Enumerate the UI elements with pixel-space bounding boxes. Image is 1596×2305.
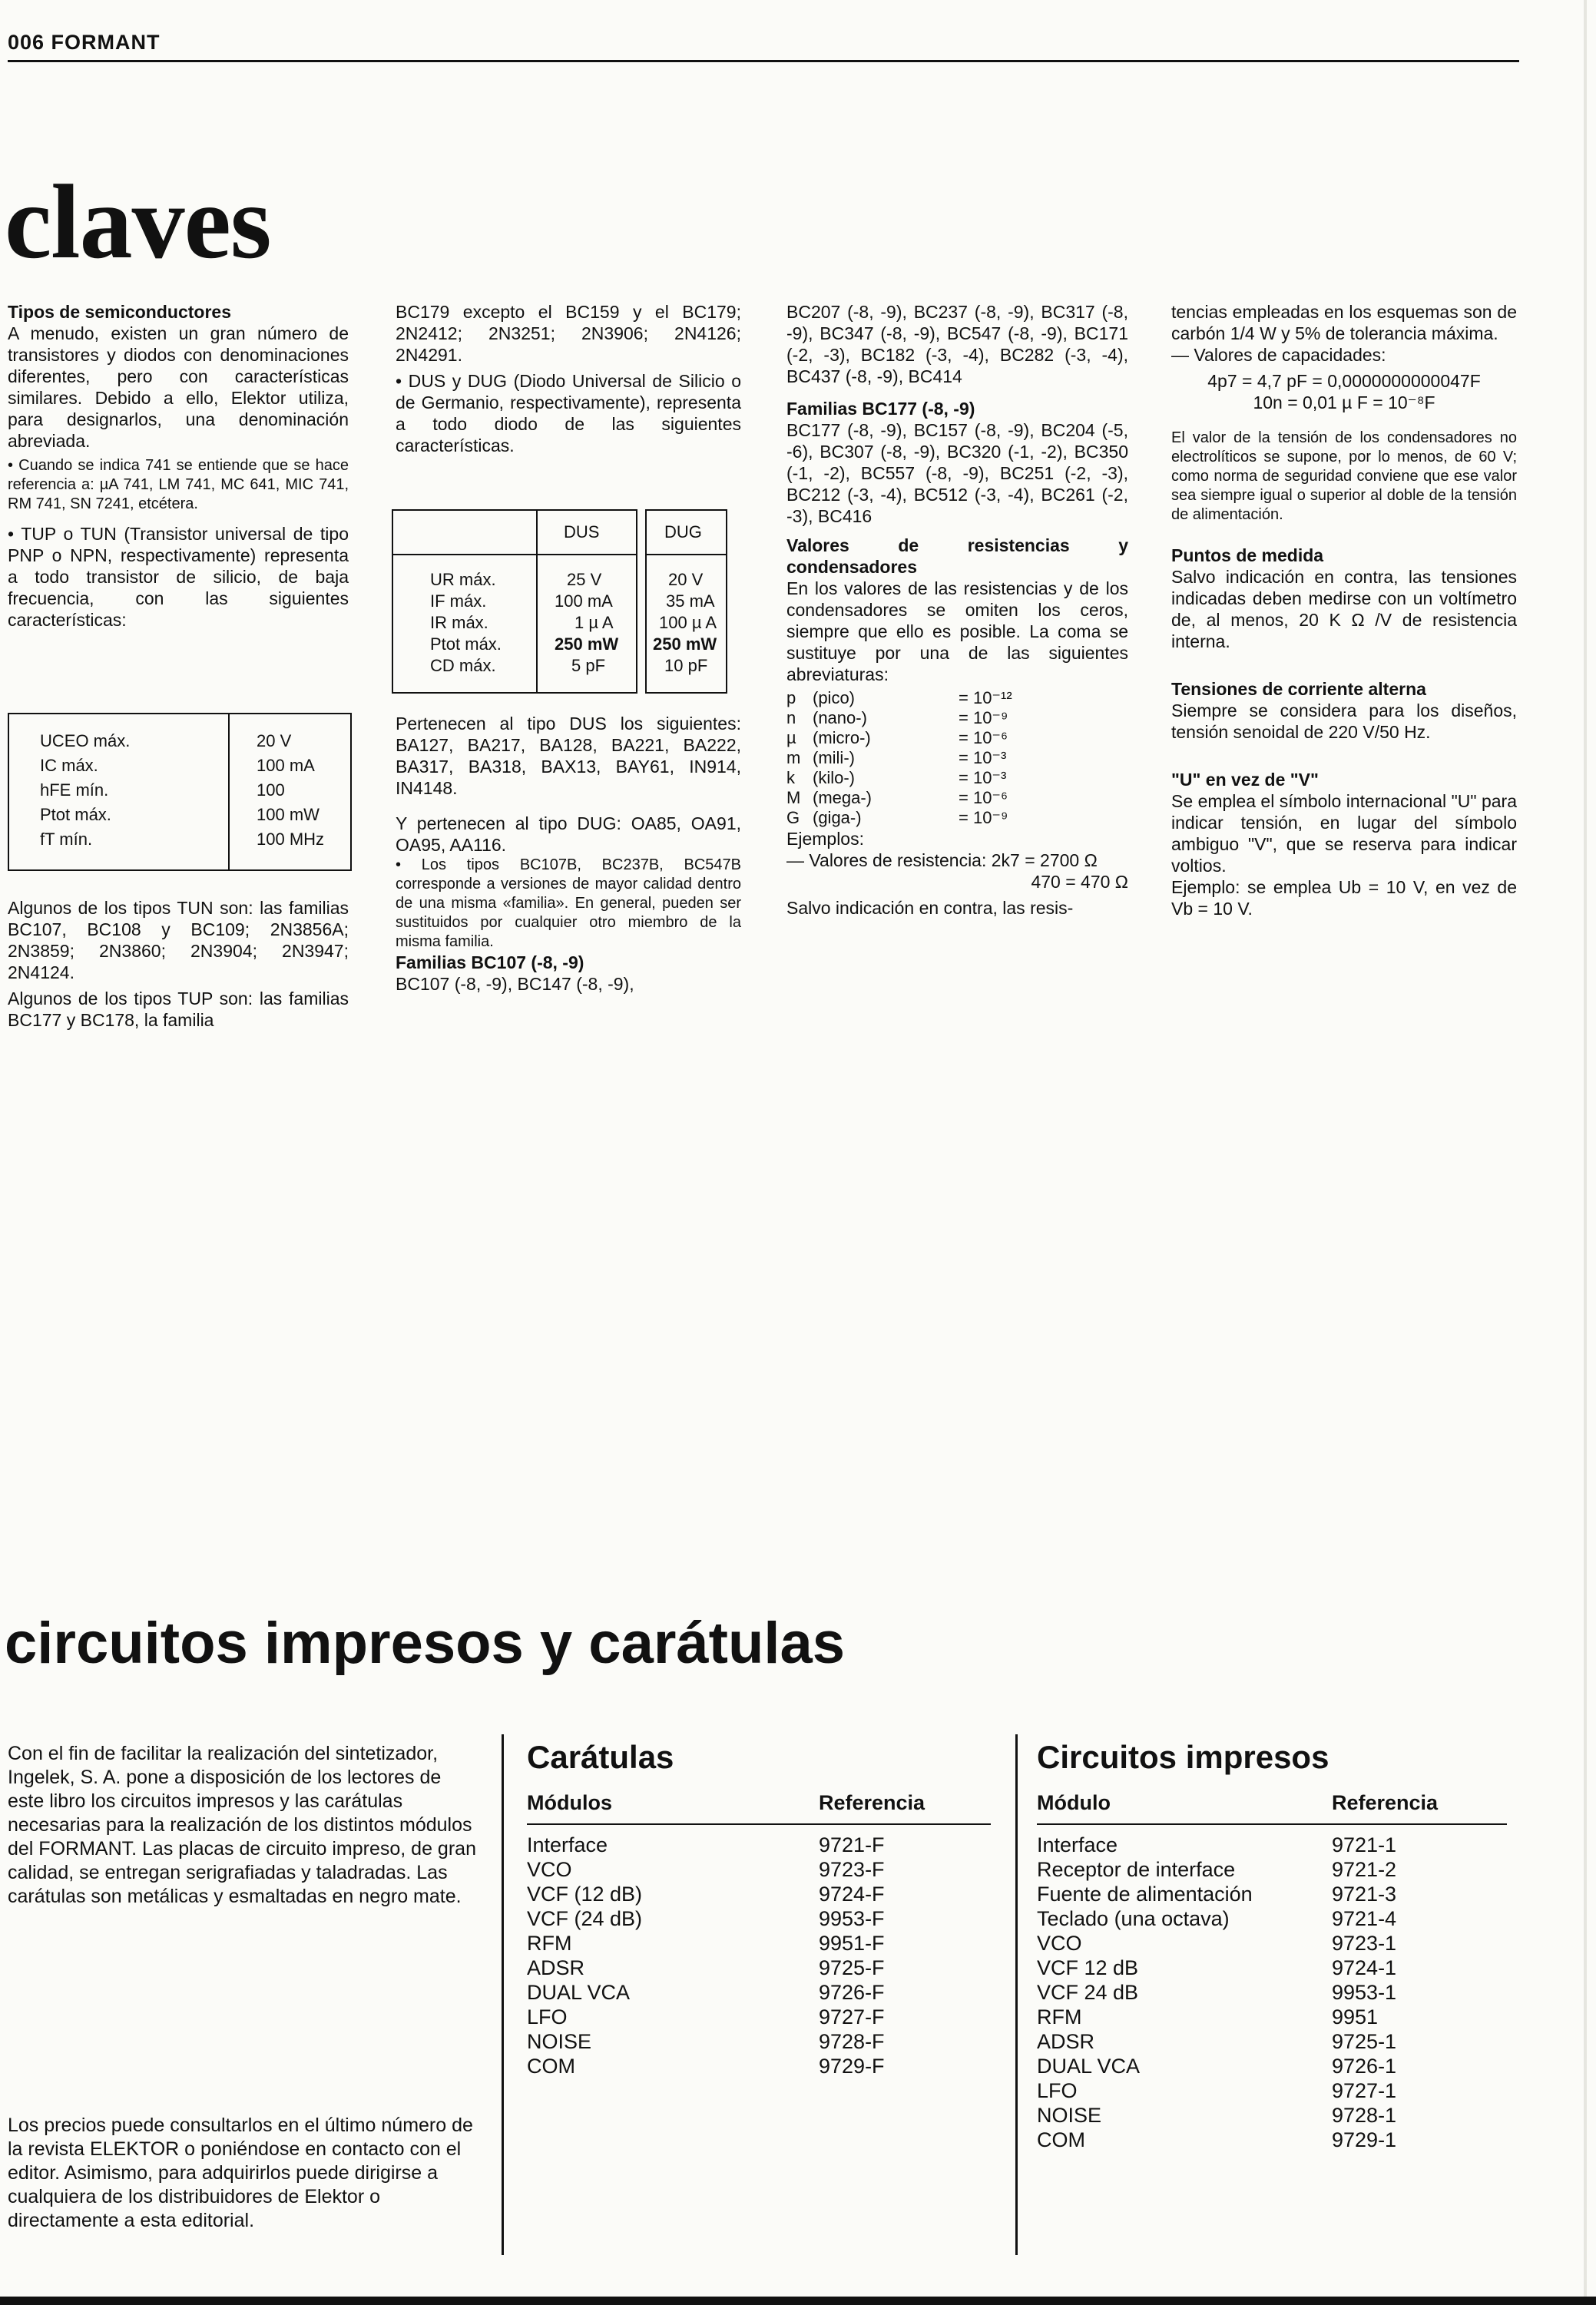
- paragraph: Salvo indicación en contra, las tensiones indicadas deben medirse con un voltímetro de, al menos, 20 K Ω /V de resistencia interna.: [1171, 567, 1517, 651]
- table-row: [786, 708, 1012, 728]
- table-cell: 100 MHz: [257, 830, 325, 849]
- paragraph: Siempre se considera para los diseños, tensión senoidal de 220 V/50 Hz.: [1171, 700, 1517, 742]
- table-row: [786, 768, 1012, 788]
- paragraph: Ejemplos:: [786, 829, 864, 849]
- module-name: Teclado (una octava): [1037, 1907, 1230, 1930]
- list-rule: [1037, 1823, 1507, 1825]
- caratulas-list: [527, 1739, 991, 2078]
- claves-column-1: [8, 301, 349, 631]
- caratulas-rows: [527, 1833, 991, 2078]
- tun-spec-table: [8, 713, 352, 871]
- paragraph: • TUP o TUN (Transistor universal de tipo PNP o NPN, respectivamente) representa a todo transistor de silicio, de baja frecuencia, con las siguientes características:: [8, 524, 349, 630]
- table-cell: = 10⁻³: [959, 748, 1007, 767]
- module-name: Fuente de alimentación: [1037, 1883, 1253, 1906]
- paragraph: BC179 excepto el BC159 y el BC179; 2N2412; 2N3251; 2N3906; 2N4126; 2N4291.: [396, 302, 741, 365]
- paragraph: • Cuando se indica 741 se entiende que se hace referencia a: µA 741, LM 741, MC 641, MIC 741, RM 741, SN 7241, etcétera.: [8, 457, 349, 512]
- paragraph: Y pertenecen al tipo DUG: OA85, OA91, OA95, AA116.: [396, 813, 741, 855]
- table-cell: (nano-): [813, 708, 867, 727]
- list-item: [1037, 1857, 1507, 1882]
- table-cell: (giga-): [813, 808, 862, 827]
- module-name: ADSR: [527, 1956, 585, 1979]
- table-cell: (micro-): [813, 728, 871, 747]
- reference-code: 9729-F: [819, 2055, 885, 2078]
- paragraph: Ejemplo: se emplea Ub = 10 V, en vez de Vb = 10 V.: [1171, 877, 1517, 919]
- table-cell: 100 µ A: [659, 613, 717, 632]
- list-item: [527, 2029, 991, 2054]
- table-cell: = 10⁻⁶: [959, 788, 1008, 807]
- prefix-table: [786, 688, 1012, 828]
- page-edge: [1584, 0, 1587, 2305]
- module-name: VCF 24 dB: [1037, 1981, 1139, 2004]
- column-divider: [502, 1734, 504, 2255]
- reference-code: 9951-F: [819, 1932, 885, 1955]
- list-item: [1037, 2029, 1507, 2054]
- list-item: [1037, 2078, 1507, 2103]
- heading-familias-bc177: Familias BC177 (-8, -9): [786, 399, 975, 419]
- table-row: [786, 728, 1012, 748]
- circuitos-intro: [8, 1742, 476, 1909]
- table-row: [786, 688, 1012, 708]
- table-cell: CD máx.: [430, 656, 496, 675]
- reference-code: 9727-1: [1332, 2079, 1397, 2102]
- heading-tensiones-alterna: Tensiones de corriente alterna: [1171, 679, 1426, 699]
- list-item: [527, 1882, 991, 1906]
- list-item: [1037, 1833, 1507, 1857]
- module-name: VCF (24 dB): [527, 1907, 643, 1930]
- paragraph: 470 = 470 Ω: [1031, 872, 1128, 892]
- column-header-modulo: Módulo: [1037, 1791, 1111, 1814]
- list-item: [527, 1931, 991, 1956]
- table-cell: 250 mW: [653, 634, 717, 654]
- paragraph: Pertenecen al tipo DUS los siguientes: BA127, BA217, BA128, BA221, BA222, BA317, BA318, BAX13, BAY61, IN914, IN4148.: [396, 714, 741, 798]
- header-rule: [8, 60, 1519, 62]
- reference-code: 9721-3: [1332, 1883, 1397, 1906]
- table-cell: (pico): [813, 688, 856, 707]
- table-cell: 100 mA: [555, 591, 613, 611]
- paragraph: Algunos de los tipos TUP son: las familias BC177 y BC178, la familia: [8, 989, 349, 1030]
- list-item: [1037, 1956, 1507, 1980]
- module-name: VCO: [1037, 1932, 1082, 1955]
- module-name: COM: [1037, 2128, 1085, 2151]
- table-cell: IC máx.: [40, 756, 98, 775]
- module-name: DUAL VCA: [527, 1981, 631, 2004]
- table-cell: p: [786, 688, 796, 707]
- claves-column-2-continued: [396, 713, 741, 995]
- paragraph: tencias empleadas en los esquemas son de carbón 1/4 W y 5% de tolerancia máxima.: [1171, 302, 1517, 343]
- table-row: [786, 788, 1012, 808]
- paragraph: • Los tipos BC107B, BC237B, BC547B corresponde a versiones de mayor calidad dentro de una misma «familia». En general, pueden ser sustituidos por cualquier otro miembro de la misma familia.: [396, 856, 741, 950]
- formula: 4p7 = 4,7 pF = 0,0000000000047F: [1207, 371, 1481, 391]
- list-item: [1037, 1980, 1507, 2005]
- table-cell: 20 V: [257, 731, 292, 750]
- table-cell: 5 pF: [571, 656, 606, 675]
- paragraph: Con el fin de facilitar la realización del sintetizador, Ingelek, S. A. pone a disposición de los lectores de este libro los circuitos impresos y las carátulas necesarias para la realización de los distintos módulos del FORMANT. Las placas de circuito impreso, de gran calidad, se entregan serigrafiadas y taladradas. Las carátulas son metálicas y esmaltadas en negro mate.: [8, 1743, 476, 1907]
- paragraph: Los precios puede consultarlos en el último número de la revista ELEKTOR o poniéndose en contacto con el editor. Asimismo, para adquirirlos puede dirigirse a cualquiera de los distribuidores de Elektor o directamente a esta editorial.: [8, 2115, 473, 2231]
- reference-code: 9727-F: [819, 2005, 885, 2028]
- column-header-modulos: Módulos: [527, 1791, 612, 1814]
- module-name: VCO: [527, 1858, 572, 1881]
- module-name: DUAL VCA: [1037, 2055, 1141, 2078]
- column-divider: [1015, 1734, 1018, 2255]
- list-item: [527, 1980, 991, 2005]
- list-item: [1037, 2103, 1507, 2128]
- reference-code: 9953-1: [1332, 1981, 1397, 2004]
- column-header-dus: DUS: [564, 522, 600, 541]
- module-name: VCF 12 dB: [1037, 1956, 1139, 1979]
- reference-code: 9951: [1332, 2005, 1379, 2028]
- list-item: [1037, 2005, 1507, 2029]
- diode-spec-table: [392, 509, 727, 694]
- table-cell: (kilo-): [813, 768, 855, 787]
- paragraph: Se emplea el símbolo internacional "U" para indicar tensión, en lugar del símbolo ambiguo "V", que se reserva para indicar voltios.: [1171, 791, 1517, 876]
- table-cell: 20 V: [668, 570, 704, 589]
- claves-column-3: [786, 301, 1128, 919]
- reference-code: 9725-F: [819, 1956, 885, 1979]
- table-row: [786, 808, 1012, 828]
- table-cell: (mega-): [813, 788, 873, 807]
- module-name: VCF (12 dB): [527, 1883, 643, 1906]
- list-item: [527, 1833, 991, 1857]
- table-cell: 35 mA: [666, 591, 715, 611]
- reference-code: 9729-1: [1332, 2128, 1397, 2151]
- table-cell: µ: [786, 728, 796, 747]
- paragraph: BC207 (-8, -9), BC237 (-8, -9), BC317 (-8, -9), BC347 (-8, -9), BC547 (-8, -9), BC171 (-2, -3), BC182 (-3, -4), BC282 (-3, -4), BC437 (-8, -9), BC414: [786, 302, 1128, 386]
- page-header: 006 FORMANT: [8, 31, 161, 54]
- table-cell: 1 µ A: [574, 613, 614, 632]
- list-item: [1037, 1931, 1507, 1956]
- table-cell: UR máx.: [430, 570, 496, 589]
- module-name: RFM: [1037, 2005, 1082, 2028]
- table-cell: 250 mW: [555, 634, 619, 654]
- heading-puntos-de-medida: Puntos de medida: [1171, 545, 1324, 565]
- bottom-rule: [0, 2297, 1596, 2305]
- list-item: [527, 1906, 991, 1931]
- table-cell: = 10⁻⁹: [959, 708, 1008, 727]
- table-cell: 10 pF: [664, 656, 708, 675]
- module-name: ADSR: [1037, 2030, 1095, 2053]
- module-name: Interface: [527, 1833, 608, 1856]
- paragraph: BC177 (-8, -9), BC157 (-8, -9), BC204 (-5, -6), BC307 (-8, -9), BC320 (-1, -2), BC350 (-1, -2), BC557 (-8, -9), BC251 (-2, -3), BC212 (-3, -4), BC512 (-3, -4), BC261 (-2, -3), BC416: [786, 420, 1128, 526]
- list-item: [527, 1956, 991, 1980]
- reference-code: 9721-1: [1332, 1833, 1397, 1856]
- table-divider: [228, 714, 230, 869]
- paragraph: — Valores de capacidades:: [1171, 345, 1386, 365]
- heading-valores: Valores de resistencias y condensadores: [786, 535, 1128, 577]
- reference-code: 9953-F: [819, 1907, 885, 1930]
- claves-column-4: [1171, 301, 1517, 919]
- reference-code: 9721-F: [819, 1833, 885, 1856]
- caratulas-title: Carátulas: [527, 1739, 674, 1775]
- table-cell: IR máx.: [430, 613, 488, 632]
- list-item: [527, 2005, 991, 2029]
- table-cell: = 10⁻⁶: [959, 728, 1008, 747]
- paragraph: — Valores de resistencia: 2k7 = 2700 Ω: [786, 850, 1098, 870]
- reference-code: 9728-1: [1332, 2104, 1397, 2127]
- paragraph: BC107 (-8, -9), BC147 (-8, -9),: [396, 974, 634, 994]
- table-row: [786, 748, 1012, 768]
- table-cell: 100 mW: [257, 805, 320, 824]
- section-title-circuitos: circuitos impresos y carátulas: [5, 1611, 846, 1676]
- table-cell: = 10⁻⁹: [959, 808, 1008, 827]
- impresos-list: [1037, 1739, 1507, 2152]
- table-cell: M: [786, 788, 801, 807]
- table-cell: 100 mA: [257, 756, 315, 775]
- module-name: COM: [527, 2055, 575, 2078]
- column-header-dug: DUG: [664, 522, 702, 541]
- reference-code: 9728-F: [819, 2030, 885, 2053]
- impresos-rows: [1037, 1833, 1507, 2152]
- impresos-title: Circuitos impresos: [1037, 1739, 1329, 1775]
- list-header: [527, 1791, 991, 1823]
- reference-code: 9721-2: [1332, 1858, 1397, 1881]
- module-name: LFO: [1037, 2079, 1078, 2102]
- table-cell: (mili-): [813, 748, 855, 767]
- table-cell: [392, 509, 538, 555]
- paragraph: Salvo indicación en contra, las resis-: [786, 898, 1074, 918]
- reference-code: 9725-1: [1332, 2030, 1397, 2053]
- column-header-referencia: Referencia: [1332, 1791, 1439, 1814]
- formula: 10n = 0,01 µ F = 10⁻⁸F: [1253, 392, 1435, 412]
- module-name: Interface: [1037, 1833, 1118, 1856]
- paragraph: Algunos de los tipos TUN son: las familias BC107, BC108 y BC109; 2N3856A; 2N3859; 2N3860; 2N3904; 2N3947; 2N4124.: [8, 898, 349, 982]
- module-name: LFO: [527, 2005, 568, 2028]
- table-cell: G: [786, 808, 800, 827]
- paragraph: A menudo, existen un gran número de transistores y diodos con denominaciones diferentes, pero con características similares. Debido a ello, Elektor utiliza, para designarlos, una denominación abreviada.: [8, 323, 349, 451]
- column-header-referencia: Referencia: [819, 1791, 925, 1814]
- module-name: NOISE: [527, 2030, 592, 2053]
- table-cell: IF máx.: [430, 591, 487, 611]
- table-cell: = 10⁻³: [959, 768, 1007, 787]
- claves-column-2: [396, 301, 741, 456]
- heading-familias-bc107: Familias BC107 (-8, -9): [396, 952, 584, 972]
- circuitos-precios: [8, 2114, 476, 2233]
- list-item: [527, 1857, 991, 1882]
- module-name: RFM: [527, 1932, 572, 1955]
- table-cell: Ptot máx.: [430, 634, 502, 654]
- table-cell: hFE mín.: [40, 780, 109, 800]
- list-item: [1037, 2054, 1507, 2078]
- reference-code: 9723-1: [1332, 1932, 1397, 1955]
- claves-column-1-continued: [8, 897, 349, 1031]
- table-cell: Ptot máx.: [40, 805, 111, 824]
- paragraph: • DUS y DUG (Diodo Universal de Silicio o de Germanio, respectivamente), representa a todo diodo de las siguientes características.: [396, 371, 741, 455]
- reference-code: 9723-F: [819, 1858, 885, 1881]
- module-name: NOISE: [1037, 2104, 1102, 2127]
- list-item: [1037, 1906, 1507, 1931]
- section-title-claves: claves: [5, 163, 271, 280]
- reference-code: 9724-1: [1332, 1956, 1397, 1979]
- reference-code: 9726-1: [1332, 2055, 1397, 2078]
- heading-semiconductores: Tipos de semiconductores: [8, 302, 231, 322]
- table-cell: UCEO máx.: [40, 731, 131, 750]
- list-item: [1037, 2128, 1507, 2152]
- table-cell: 25 V: [567, 570, 602, 589]
- list-rule: [527, 1823, 991, 1825]
- reference-code: 9724-F: [819, 1883, 885, 1906]
- paragraph: En los valores de las resistencias y de los condensadores se omiten los ceros, siempre que ello es posible. La coma se sustituye por una de las siguientes abreviaturas:: [786, 578, 1128, 684]
- table-cell: 100: [257, 780, 285, 800]
- table-cell: = 10⁻¹²: [959, 688, 1012, 707]
- list-item: [527, 2054, 991, 2078]
- heading-u-en-vez-de-v: "U" en vez de "V": [1171, 770, 1319, 790]
- reference-code: 9721-4: [1332, 1907, 1397, 1930]
- list-header: [1037, 1791, 1507, 1823]
- table-cell: k: [786, 768, 795, 787]
- table-cell: m: [786, 748, 801, 767]
- table-cell: n: [786, 708, 796, 727]
- table-cell: fT mín.: [40, 830, 93, 849]
- list-item: [1037, 1882, 1507, 1906]
- reference-code: 9726-F: [819, 1981, 885, 2004]
- module-name: Receptor de interface: [1037, 1858, 1236, 1881]
- paragraph: El valor de la tensión de los condensadores no electrolíticos se supone, por lo menos, de 60 V; como norma de seguridad conviene que ese valor sea siempre igual o superior al doble de la tensión de alimentación.: [1171, 429, 1517, 523]
